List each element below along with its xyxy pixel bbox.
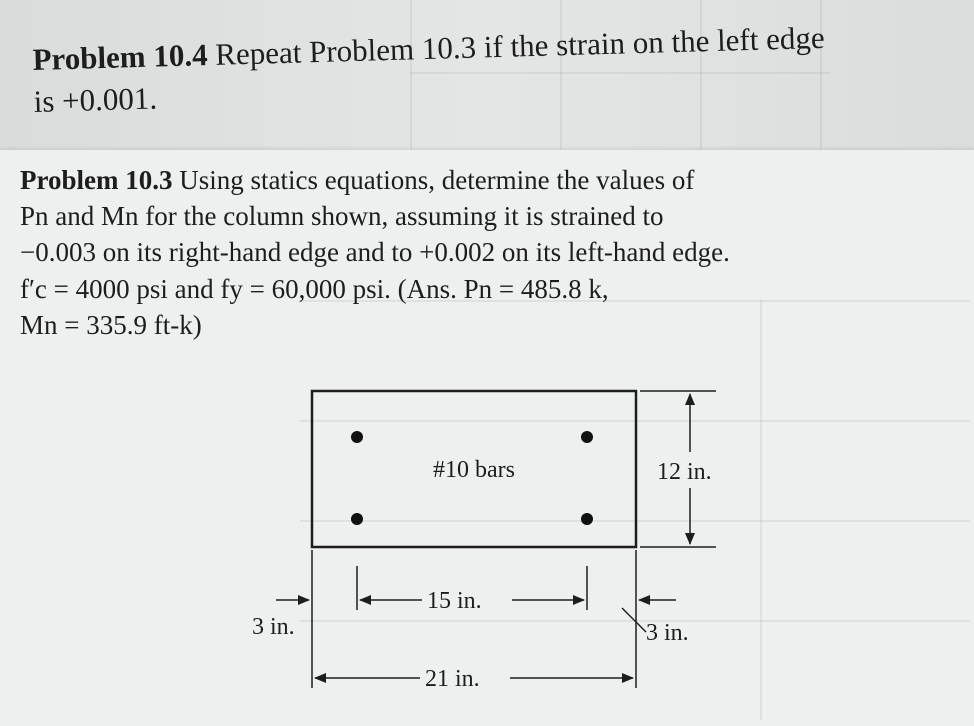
bars-label: #10 bars <box>433 457 515 483</box>
rebar-bottom-left <box>351 513 363 525</box>
rebar-top-right <box>581 431 593 443</box>
right-cover-label: 3 in. <box>646 620 689 646</box>
column-section-diagram <box>0 370 974 726</box>
problem-10-3-heading: Problem 10.3 <box>20 165 173 195</box>
problem-10-4-text-line1: Repeat Problem 10.3 if the strain on the left edge <box>214 19 826 72</box>
height-label: 12 in. <box>657 459 712 485</box>
problem-10-4-heading: Problem 10.4 <box>32 37 209 77</box>
left-cover-label: 3 in. <box>252 614 295 640</box>
problem-10-4-text-line2: is +0.001. <box>33 80 158 120</box>
problem-10-3-line1: Using statics equations, determine the values of <box>179 165 695 195</box>
problem-10-3-line2: Pn and Mn for the column shown, assuming it is strained to <box>20 201 664 232</box>
problem-10-3 <box>20 162 970 343</box>
rebar-bottom-right <box>581 513 593 525</box>
problem-10-3-line3: −0.003 on its right-hand edge and to +0.002 on its left-hand edge. <box>20 237 730 268</box>
rebar-top-left <box>351 431 363 443</box>
right-cover-leader <box>622 608 646 632</box>
problem-10-3-line5: Mn = 335.9 ft-k) <box>20 309 202 340</box>
problem-10-3-line4: f′c = 4000 psi and fy = 60,000 psi. (Ans. Pn = 485.8 k, <box>20 273 609 304</box>
total-width-label: 21 in. <box>425 666 480 692</box>
inner-width-label: 15 in. <box>427 588 482 614</box>
